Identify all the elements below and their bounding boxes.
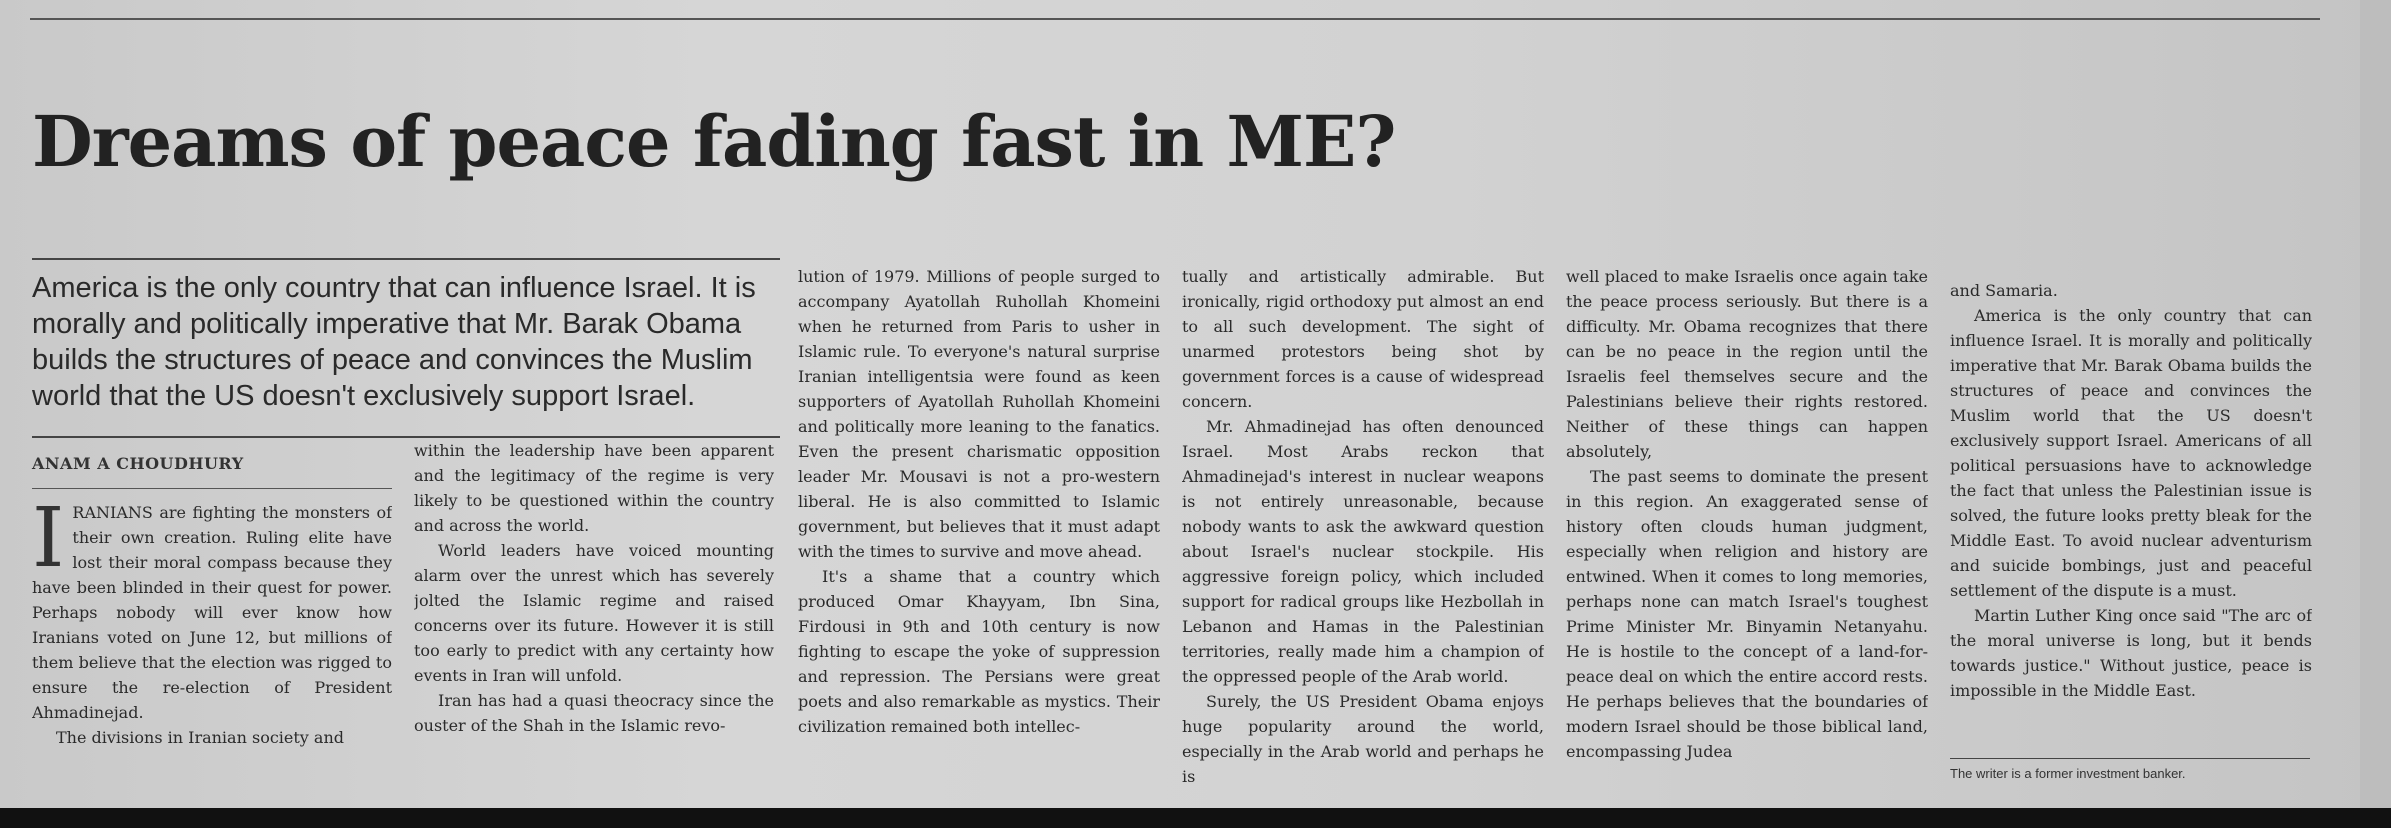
author-footnote: The writer is a former investment banker. xyxy=(1950,766,2186,781)
footnote-rule xyxy=(1950,758,2310,759)
paragraph: World leaders have voiced mounting alarm over the unrest which has severely jolted the Islamic regime and raised concerns over its future. However it is still too early to predict with any certainty how events in Iran will unfold. xyxy=(414,541,774,685)
paragraph: America is the only country that can influence Israel. It is morally and politically imperative that Mr. Barak Obama builds the structures of peace and convinces the Muslim world that the US doesn't exclusively support Israel. Americans of all political persuasions have to acknowledge the fact that unless the Palestinian issue is solved, the future looks pretty bleak for the Middle East. To avoid nuclear adventurism and suicide bombings, just and peaceful settlement of the dispute is a must. xyxy=(1950,306,2312,600)
article-column-4 xyxy=(1182,264,1544,789)
article-column-5 xyxy=(1566,264,1928,789)
headline: Dreams of peace fading fast in ME? xyxy=(32,100,1396,183)
paragraph: Surely, the US President Obama enjoys huge popularity around the world, especially in the Arab world and perhaps he is xyxy=(1182,692,1544,786)
paragraph: RANIANS are fighting the monsters of their own creation. Ruling elite have lost their moral compass because they have been blinded in their quest for power. Perhaps nobody will ever know how Iranians voted on June 12, but millions of them believe that the election was rigged to ensure the re-election of President Ahmadinejad. xyxy=(32,503,392,722)
article-column-2 xyxy=(414,438,774,788)
deck-summary: America is the only country that can influence Israel. It is morally and politically imperative that Mr. Barak Obama builds the structures of peace and convinces the Muslim world that the US doesn't exclusively support Israel. xyxy=(32,272,756,412)
paragraph: well placed to make Israelis once again take the peace process seriously. But there is a difficulty. Mr. Obama recognizes that there can be no peace in the region until the Israelis feel themselves secure and the Palestinians believe their rights restored. Neither of these things can happen absolutely, xyxy=(1566,267,1928,461)
article-column-3 xyxy=(798,264,1160,789)
paragraph: tually and artistically admirable. But ironically, rigid orthodoxy put almost an end to all such development. The sight of unarmed protestors being shot by government forces is a cause of widespread concern. xyxy=(1182,267,1544,411)
paragraph: and Samaria. xyxy=(1950,281,2058,300)
paragraph: lution of 1979. Millions of people surged to accompany Ayatollah Ruhollah Khomeini when he returned from Paris to usher in Islamic rule. To everyone's natural surprise Iranian intelligentsia were found as keen supporters of Ayatollah Ruhollah Khomeini and politically more leaning to the fanatics. Even the present charismatic opposition leader Mr. Mousavi is not a pro-western liberal. He is also committed to Islamic government, but believes that it must adapt with the times to survive and move ahead. xyxy=(798,267,1160,561)
paragraph: It's a shame that a country which produced Omar Khayyam, Ibn Sina, Firdousi in 9th and 10th century is now fighting to escape the yoke of suppression and repression. The Persians were great poets and also remarkable as mystics. Their civilization remained both intellec- xyxy=(798,567,1160,736)
paragraph: within the leadership have been apparent and the legitimacy of the regime is very likely to be questioned within the country and across the world. xyxy=(414,441,774,535)
page-edge xyxy=(2360,0,2391,828)
article-column-1 xyxy=(32,500,392,785)
paragraph: Iran has had a quasi theocracy since the ouster of the Shah in the Islamic revo- xyxy=(414,691,774,735)
paragraph: Mr. Ahmadinejad has often denounced Israel. Most Arabs reckon that Ahmadinejad's interest in nuclear weapons is not entirely unreasonable, because nobody wants to ask the awkward question about Israel's nuclear stockpile. His aggressive foreign policy, which included support for radical groups like Hezbollah in Lebanon and Hamas in the Palestinian territories, really made him a champion of the oppressed people of the Arab world. xyxy=(1182,417,1544,686)
scan-bottom-edge xyxy=(0,808,2391,828)
article-column-6 xyxy=(1950,278,2312,738)
paragraph: The past seems to dominate the present in this region. An exaggerated sense of history often clouds human judgment, especially when religion and history are entwined. When it comes to long memories, perhaps none can match Israel's toughest Prime Minister Mr. Binyamin Netanyahu. He is hostile to the concept of a land-for-peace deal on which the entire accord rests. He perhaps believes that the boundaries of modern Israel should be those biblical land, encompassing Judea xyxy=(1566,467,1928,761)
paragraph: The divisions in Iranian society and xyxy=(56,728,345,747)
deck-rule-top xyxy=(32,258,780,260)
byline: ANAM A CHOUDHURY xyxy=(32,454,244,473)
drop-cap: I xyxy=(32,500,65,586)
paragraph: Martin Luther King once said "The arc of the moral universe is long, but it bends towards justice." Without justice, peace is impossible in the Middle East. xyxy=(1950,606,2312,700)
top-rule xyxy=(30,18,2320,20)
byline-rule xyxy=(32,488,392,489)
